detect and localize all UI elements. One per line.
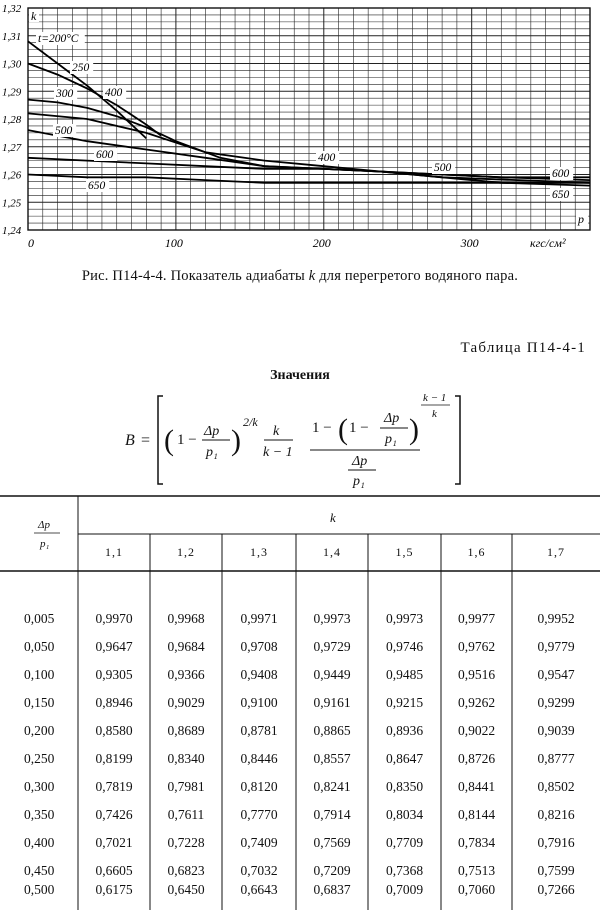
column-header: 1,4 — [323, 545, 341, 559]
row-header-num: Δp — [38, 519, 50, 531]
row-label: 0,250 — [24, 751, 55, 766]
row-label: 0,450 — [24, 863, 55, 878]
column-header: 1,3 — [250, 545, 268, 559]
exp-inner-den: k — [432, 408, 437, 420]
table-cell: 0,8446 — [240, 751, 278, 766]
table-cell: 0,9952 — [537, 611, 575, 626]
row-label: 0,500 — [24, 882, 55, 897]
paren-open-2: ( — [338, 413, 348, 446]
curve-label: 400 — [105, 87, 123, 99]
table-cell: 0,9971 — [240, 611, 278, 626]
table-cell: 0,7060 — [457, 882, 496, 897]
y-tick-label: 1,31 — [2, 30, 22, 43]
curve-label: 250 — [72, 62, 90, 74]
table-cell: 0,8647 — [385, 751, 424, 766]
column-header: 1,2 — [177, 545, 195, 559]
table-cell: 0,8946 — [95, 695, 133, 710]
frac2-num: k — [273, 424, 280, 439]
table-cell: 0,7916 — [537, 835, 575, 850]
table-title: Значения — [270, 368, 330, 383]
frac4-num: Δp — [352, 454, 368, 469]
y-tick-label: 1,32 — [2, 3, 22, 15]
table-cell: 0,8144 — [457, 807, 496, 822]
one-2: 1 − — [312, 420, 332, 436]
table-cell: 0,8726 — [457, 751, 496, 766]
table-cell: 0,9746 — [385, 639, 424, 654]
x-tick-label: 0 — [28, 236, 34, 250]
x-tick-label: 200 — [312, 236, 331, 250]
table-cell: 0,8502 — [537, 779, 575, 794]
table-cell: 0,7009 — [385, 882, 424, 897]
y-tick-label: 1,29 — [2, 86, 22, 99]
table-cell: 0,7209 — [313, 863, 351, 878]
table-cell: 0,8557 — [313, 751, 351, 766]
table-cell: 0,9299 — [537, 695, 575, 710]
curve-label: 400 — [318, 152, 336, 164]
y-tick-label: 1,24 — [2, 225, 22, 237]
table-cell: 0,6643 — [240, 882, 278, 897]
column-header: 1,6 — [467, 545, 486, 559]
curve-label: 650 — [88, 180, 106, 192]
table-cell: 0,9977 — [457, 611, 496, 626]
row-label: 0,300 — [24, 779, 55, 794]
formula-equals: = — [141, 432, 151, 449]
x-tick-label: 100 — [164, 236, 183, 250]
table-cell: 0,8580 — [95, 723, 133, 738]
table-cell: 0,9029 — [167, 695, 205, 710]
table-cell: 0,9647 — [95, 639, 133, 654]
x-tick-label: 300 — [460, 236, 479, 250]
table-cell: 0,7819 — [95, 779, 133, 794]
exp-outer: 2/k — [243, 415, 258, 429]
one-1: 1 − — [177, 432, 197, 448]
table-cell: 0,9973 — [313, 611, 351, 626]
curve-label: 500 — [55, 125, 73, 137]
table-cell: 0,9547 — [537, 667, 575, 682]
row-label: 0,200 — [24, 723, 55, 738]
exp-inner-num: k − 1 — [423, 392, 447, 404]
table-cell: 0,9100 — [240, 695, 278, 710]
curve-label: 300 — [56, 88, 74, 100]
column-header: 1,5 — [395, 545, 414, 559]
paren-open-1: ( — [164, 424, 174, 457]
table-cell: 0,7021 — [95, 835, 133, 850]
paren-close-1: ) — [231, 424, 241, 457]
table-cell: 0,6450 — [167, 882, 205, 897]
formula-lhs: B — [125, 432, 135, 449]
table-cell: 0,7611 — [167, 807, 205, 822]
table-cell: 0,7228 — [167, 835, 205, 850]
paren-close-2: ) — [409, 413, 419, 446]
caption-prefix: Рис. П14-4-4. Показатель адиабаты — [81, 268, 309, 284]
table-cell: 0,9262 — [457, 695, 496, 710]
x-unit-label: кгс/см² — [530, 236, 566, 250]
table-cell: 0,6823 — [167, 863, 205, 878]
group-header-k: k — [330, 510, 336, 525]
table-cell: 0,8689 — [167, 723, 205, 738]
table-cell: 0,6605 — [95, 863, 133, 878]
table-cell: 0,9762 — [457, 639, 496, 654]
frac4-den: p₁ — [353, 474, 365, 489]
row-label: 0,005 — [24, 611, 55, 626]
curve-label: t=200°C — [38, 33, 79, 45]
curve-label: 500 — [434, 162, 452, 174]
table-cell: 0,9366 — [167, 667, 205, 682]
table-number: Таблица П14-4-1 — [460, 340, 586, 356]
table-cell: 0,8441 — [457, 779, 496, 794]
curve-label: 600 — [96, 149, 114, 161]
table-cell: 0,7032 — [240, 863, 278, 878]
table-cell: 0,9215 — [385, 695, 424, 710]
table-cell: 0,9305 — [95, 667, 133, 682]
table-cell: 0,9408 — [240, 667, 278, 682]
y-tick-label: 1,27 — [2, 141, 22, 154]
column-header: 1,1 — [105, 545, 123, 559]
table-cell: 0,9684 — [167, 639, 205, 654]
row-label: 0,150 — [24, 695, 55, 710]
table-cell: 0,7981 — [167, 779, 205, 794]
table-cell: 0,9516 — [457, 667, 496, 682]
table-cell: 0,7770 — [240, 807, 278, 822]
table-cell: 0,7368 — [385, 863, 424, 878]
table-cell: 0,9968 — [167, 611, 205, 626]
one-3: 1 − — [349, 420, 369, 436]
table-cell: 0,9970 — [95, 611, 133, 626]
table-cell: 0,8340 — [167, 751, 205, 766]
table-cell: 0,7599 — [537, 863, 575, 878]
row-label: 0,400 — [24, 835, 55, 850]
y-axis-var: k — [31, 9, 37, 23]
table-cell: 0,8865 — [313, 723, 351, 738]
table-cell: 0,6837 — [313, 882, 351, 897]
table-cell: 0,7914 — [313, 807, 351, 822]
table-cell: 0,9022 — [457, 723, 496, 738]
table-cell: 0,9708 — [240, 639, 278, 654]
table-cell: 0,7513 — [457, 863, 496, 878]
table-cell: 0,7709 — [385, 835, 424, 850]
table-cell: 0,8120 — [240, 779, 278, 794]
table-cell: 0,7426 — [95, 807, 133, 822]
row-label: 0,350 — [24, 807, 55, 822]
frac3-den: p₁ — [385, 432, 397, 447]
curve-label: 650 — [552, 189, 570, 201]
table-cell: 0,7834 — [457, 835, 496, 850]
y-tick-label: 1,28 — [2, 114, 22, 126]
table-cell: 0,9161 — [313, 695, 351, 710]
table-cell: 0,7569 — [313, 835, 351, 850]
frac2-den: k − 1 — [263, 445, 293, 460]
y-tick-label: 1,30 — [2, 58, 22, 71]
table-cell: 0,9973 — [385, 611, 424, 626]
frac1-den: p₁ — [206, 445, 218, 460]
table-cell: 0,9039 — [537, 723, 575, 738]
table-cell: 0,7409 — [240, 835, 278, 850]
caption-var: k — [308, 268, 316, 284]
frac1-num: Δp — [204, 424, 220, 439]
table-cell: 0,9449 — [313, 667, 351, 682]
table-cell: 0,8216 — [537, 807, 575, 822]
table-cell: 0,8350 — [385, 779, 424, 794]
table-cell: 0,6175 — [95, 882, 133, 897]
table-cell: 0,8199 — [95, 751, 133, 766]
x-axis-var: p — [578, 212, 584, 226]
table-cell: 0,8936 — [385, 723, 424, 738]
table-cell: 0,9729 — [313, 639, 351, 654]
curve-label: 600 — [552, 168, 570, 180]
y-tick-label: 1,25 — [2, 197, 22, 210]
table-cell: 0,8777 — [537, 751, 575, 766]
column-header: 1,7 — [547, 545, 565, 559]
table-cell: 0,9485 — [385, 667, 424, 682]
table-cell: 0,8034 — [385, 807, 424, 822]
row-label: 0,100 — [24, 667, 55, 682]
table-cell: 0,7266 — [537, 882, 575, 897]
row-header-den: p₁ — [40, 538, 50, 550]
row-label: 0,050 — [24, 639, 55, 654]
table-cell: 0,9779 — [537, 639, 575, 654]
table-cell: 0,8781 — [240, 723, 278, 738]
frac3-num: Δp — [384, 411, 400, 426]
caption-suffix: для перегретого водяного пара. — [315, 268, 519, 284]
y-tick-label: 1,26 — [2, 169, 22, 182]
table-cell: 0,8241 — [313, 779, 351, 794]
